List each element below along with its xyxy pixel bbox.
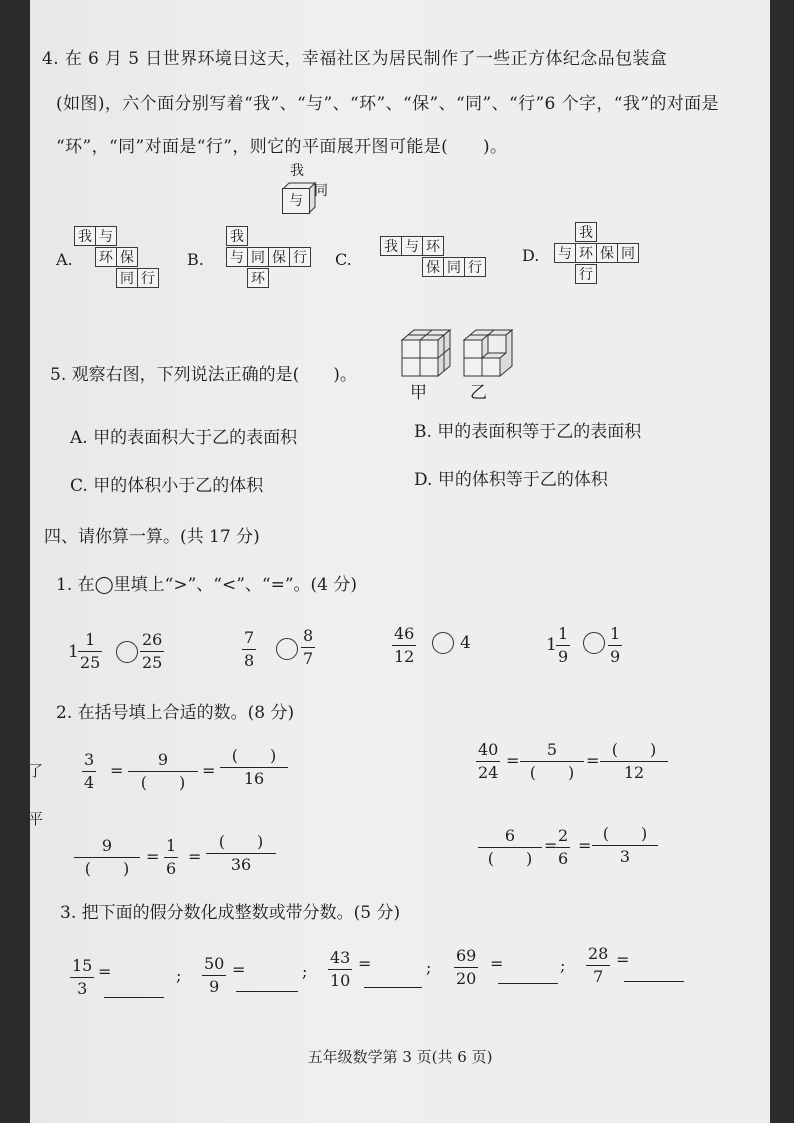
separator: ; — [560, 956, 566, 975]
denominator: 36 — [230, 855, 252, 874]
separator: ; — [302, 962, 308, 981]
fraction — [220, 746, 288, 789]
fraction — [520, 740, 584, 783]
numerator-blank[interactable]: ( ) — [231, 746, 277, 765]
numerator-blank[interactable]: ( ) — [602, 824, 648, 843]
cube-yi — [464, 330, 512, 376]
denominator: 9 — [558, 647, 569, 666]
fraction — [476, 740, 500, 783]
q5-option-a: A. 甲的表面积大于乙的表面积 — [70, 428, 298, 448]
denominator: 25 — [142, 653, 163, 672]
denominator: 4 — [84, 773, 95, 792]
compare-circle[interactable] — [583, 632, 605, 654]
p3-stem: 3. 把下面的假分数化成整数或带分数。(5 分) — [60, 903, 401, 923]
fraction — [82, 750, 96, 793]
fraction — [392, 624, 416, 667]
compare-circle[interactable] — [432, 632, 454, 654]
compare-circle[interactable] — [276, 638, 298, 660]
numerator: 1 — [166, 836, 177, 855]
denominator: 24 — [478, 763, 499, 782]
net-cell: 行 — [464, 257, 486, 277]
net-cell: 行 — [575, 264, 597, 284]
numerator: 5 — [546, 740, 558, 759]
label-jia: 甲 — [410, 383, 427, 403]
net-cell: 行 — [289, 247, 311, 267]
numerator: 15 — [72, 956, 93, 975]
denominator-blank[interactable]: ( ) — [487, 849, 533, 868]
denominator: 6 — [558, 849, 569, 868]
margin-mark: 平 — [28, 810, 44, 828]
net-cell: 同 — [247, 247, 269, 267]
equals-sign: = — [358, 954, 372, 973]
option-b-letter: B. — [187, 250, 204, 269]
equals-sign: = — [188, 847, 202, 866]
net-cell: 同 — [443, 257, 465, 277]
page-footer: 五年级数学第 3 页(共 6 页) — [307, 1048, 493, 1066]
numerator: 7 — [244, 628, 255, 647]
numerator: 50 — [204, 954, 225, 973]
numerator: 6 — [504, 826, 516, 845]
denominator: 12 — [394, 647, 415, 666]
net-cell: 与 — [554, 243, 576, 263]
numerator: 3 — [84, 750, 95, 769]
exam-page — [30, 0, 770, 1123]
equals-sign: = — [616, 950, 630, 969]
denominator: 25 — [80, 653, 101, 672]
separator: ; — [426, 958, 432, 977]
option-d-letter: D. — [522, 246, 540, 265]
fraction — [478, 826, 542, 869]
denominator-blank[interactable]: ( ) — [84, 859, 130, 878]
net-cell: 同 — [617, 243, 639, 263]
answer-blank[interactable] — [364, 986, 422, 988]
fraction — [586, 944, 610, 987]
net-cell: 环 — [422, 236, 444, 256]
equals-sign: = — [490, 954, 504, 973]
numerator: 43 — [330, 948, 351, 967]
numerator: 8 — [303, 626, 314, 645]
denominator-blank[interactable]: ( ) — [140, 773, 186, 792]
fraction — [556, 624, 570, 667]
net-cell: 保 — [116, 247, 138, 267]
numerator: 46 — [394, 624, 415, 643]
cube-jia — [402, 330, 450, 376]
denominator-blank[interactable]: ( ) — [529, 763, 575, 782]
net-cell: 环 — [575, 243, 597, 263]
p2-stem: 2. 在括号填上合适的数。(8 分) — [56, 703, 295, 723]
numerator: 26 — [142, 630, 163, 649]
equals-sign: = — [146, 847, 160, 866]
fraction — [242, 628, 256, 671]
fraction — [556, 826, 570, 869]
numerator-blank[interactable]: ( ) — [218, 832, 264, 851]
equals-sign: = — [544, 836, 558, 855]
numerator-blank[interactable]: ( ) — [611, 740, 657, 759]
fraction — [164, 836, 178, 879]
net-cell: 与 — [401, 236, 423, 256]
net-cell: 保 — [268, 247, 290, 267]
q4-line3: “环”，“同”对面是“行”，则它的平面展开图可能是( )。 — [56, 137, 508, 157]
q4-line1: 4. 在 6 月 5 日世界环境日这天，幸福社区为居民制作了一些正方体纪念品包装盒 — [42, 49, 668, 69]
section4-title: 四、请你算一算。(共 17 分) — [44, 527, 260, 547]
answer-blank[interactable] — [624, 980, 684, 982]
fraction — [600, 740, 668, 783]
option-a-letter: A. — [56, 250, 73, 269]
fraction — [328, 948, 352, 991]
net-cell: 环 — [95, 247, 117, 267]
equals-sign: = — [586, 751, 600, 770]
net-cell: 我 — [380, 236, 402, 256]
denominator: 8 — [244, 651, 255, 670]
cubes-figure — [398, 326, 518, 378]
fraction — [301, 626, 315, 669]
denominator: 16 — [243, 769, 265, 788]
cube-front-face: 与 — [282, 188, 310, 214]
denominator: 9 — [209, 977, 220, 996]
equals-sign: = — [506, 751, 520, 770]
equals-sign: = — [202, 761, 216, 780]
denominator: 3 — [619, 847, 631, 866]
fraction — [128, 750, 198, 793]
denominator: 12 — [623, 763, 645, 782]
equals-sign: = — [578, 836, 592, 855]
q4-line2: (如图)，六个面分别写着“我”、“与”、“环”、“保”、“同”、“行”6 个字，“我”的对面是 — [56, 94, 719, 114]
numerator: 40 — [478, 740, 499, 759]
whole-part: 1 — [546, 635, 557, 655]
numerator: 1 — [85, 630, 96, 649]
net-cell: 环 — [247, 268, 269, 288]
margin-mark: 了 — [28, 762, 44, 780]
q5-option-b: B. 甲的表面积等于乙的表面积 — [414, 422, 642, 442]
net-cell: 与 — [226, 247, 248, 267]
fraction — [592, 824, 658, 867]
net-cell: 行 — [137, 268, 159, 288]
denominator: 20 — [456, 969, 477, 988]
net-cell: 我 — [226, 226, 248, 246]
separator: ; — [176, 966, 182, 985]
equals-sign: = — [232, 960, 246, 979]
fraction — [206, 832, 276, 875]
option-c-letter: C. — [335, 250, 352, 269]
answer-blank[interactable] — [498, 982, 558, 984]
cube-top-label: 我 — [290, 163, 304, 179]
net-cell: 同 — [116, 268, 138, 288]
fraction — [608, 624, 622, 667]
fraction — [202, 954, 226, 997]
numerator: 9 — [157, 750, 169, 769]
denominator: 9 — [610, 647, 621, 666]
denominator: 6 — [166, 859, 177, 878]
q5-option-c: C. 甲的体积小于乙的体积 — [70, 476, 264, 496]
denominator: 3 — [77, 979, 88, 998]
net-cell: 与 — [95, 226, 117, 246]
net-cell: 我 — [74, 226, 96, 246]
cube-right-label: 同 — [314, 183, 328, 199]
net-cell: 保 — [422, 257, 444, 277]
equals-sign: = — [98, 962, 112, 981]
numerator: 1 — [558, 624, 569, 643]
cube-figure — [278, 163, 338, 228]
numerator: 28 — [588, 944, 609, 963]
p1-stem: 1. 在◯里填上“>”、“<”、“=”。(4 分) — [56, 575, 358, 595]
whole-part: 1 — [68, 642, 79, 662]
numerator: 2 — [558, 826, 569, 845]
answer-blank[interactable] — [104, 996, 164, 998]
numerator: 69 — [456, 946, 477, 965]
fraction — [78, 630, 102, 673]
fraction — [140, 630, 164, 673]
numerator: 9 — [101, 836, 113, 855]
whole-number: 4 — [460, 633, 471, 653]
fraction — [70, 956, 94, 999]
denominator: 7 — [593, 967, 604, 986]
denominator: 7 — [303, 649, 314, 668]
fraction — [74, 836, 140, 879]
fraction — [454, 946, 478, 989]
q5-option-d: D. 甲的体积等于乙的体积 — [414, 470, 608, 490]
net-cell: 我 — [575, 222, 597, 242]
q5-stem: 5. 观察右图，下列说法正确的是( )。 — [50, 365, 357, 385]
compare-circle[interactable] — [116, 641, 138, 663]
net-cell: 保 — [596, 243, 618, 263]
answer-blank[interactable] — [236, 990, 298, 992]
label-yi: 乙 — [470, 383, 487, 403]
numerator: 1 — [610, 624, 621, 643]
equals-sign: = — [110, 761, 124, 780]
denominator: 10 — [330, 971, 351, 990]
